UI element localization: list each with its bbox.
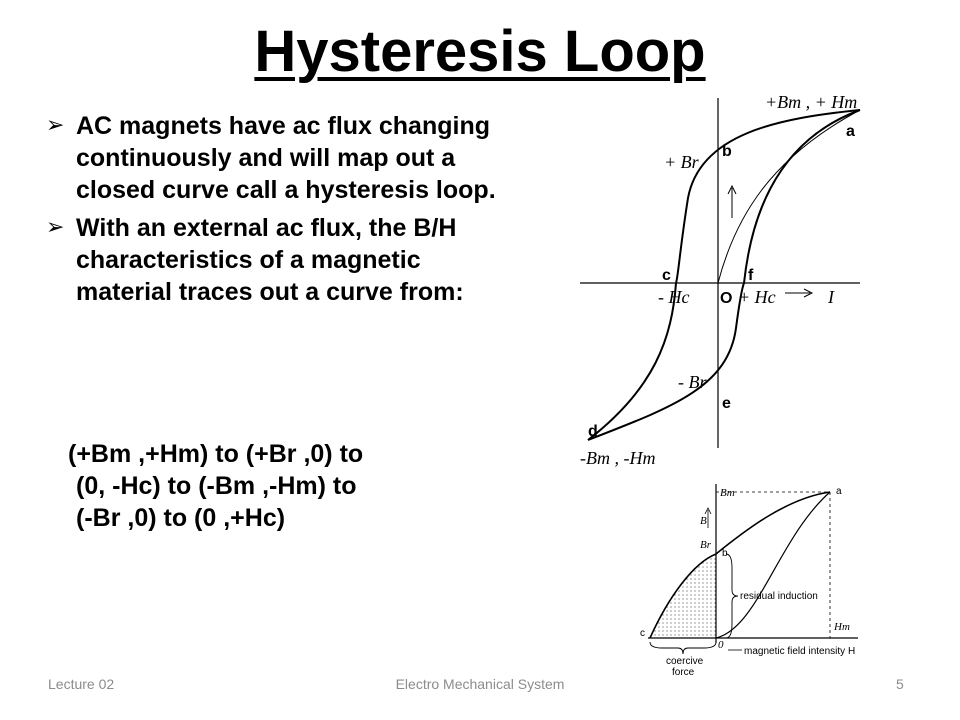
plus-br-label: + Br	[664, 152, 699, 172]
bullet-list	[38, 110, 518, 314]
point-a-label: a	[846, 123, 855, 140]
point-a-label: a	[836, 486, 842, 497]
footer-course: Electro Mechanical System	[395, 676, 565, 692]
coercive-label-line1: coercive	[666, 656, 704, 667]
path-line: (+Bm ,+Hm) to (+Br ,0) to	[68, 440, 364, 468]
bullet-text: With an external ac flux, the B/H characteristics of a magnetic material traces out a curve from:	[76, 214, 464, 306]
hysteresis-loop-figure	[560, 88, 890, 473]
origin-label: 0	[718, 639, 724, 651]
point-b-label: b	[722, 143, 732, 160]
point-e-label: e	[722, 395, 731, 412]
residual-induction-label: residual induction	[740, 591, 818, 602]
point-f-label: f	[748, 267, 754, 284]
b-axis-label: B	[700, 515, 707, 527]
field-intensity-label: magnetic field intensity H	[744, 646, 856, 657]
coercive-label-line2: force	[672, 667, 695, 678]
point-c-label: c	[662, 267, 671, 284]
plus-hc-label: + Hc	[738, 287, 776, 307]
bullet-text: AC magnets have ac flux changing continuously and will map out a closed curve call a hysteresis loop.	[76, 112, 496, 204]
path-line: (-Br ,0) to (0 ,+Hc)	[76, 504, 286, 532]
bottom-left-label: -Bm , -Hm	[580, 448, 656, 468]
slide-title: Hysteresis Loop	[254, 19, 706, 84]
path-line: (0, -Hc) to (-Bm ,-Hm) to	[76, 472, 357, 500]
minus-br-label: - Br	[678, 372, 707, 392]
arrow-bullet-icon: ➢	[46, 215, 65, 240]
residual-induction-figure	[638, 478, 868, 678]
origin-label: O	[720, 290, 733, 307]
top-right-label: +Bm , + Hm	[765, 92, 858, 112]
i-axis-label: I	[828, 287, 834, 307]
shaded-area	[650, 554, 716, 638]
point-d-label: d	[588, 423, 598, 440]
bullet-item	[38, 110, 518, 206]
coercive-brace	[650, 642, 716, 654]
br-label: Br	[700, 539, 711, 551]
point-c-label: c	[640, 628, 645, 639]
footer-page-number: 5	[896, 676, 904, 692]
loop-path-text	[68, 438, 488, 534]
minus-hc-label: - Hc	[658, 287, 690, 307]
footer-lecture: Lecture 02	[48, 676, 115, 692]
hm-label: Hm	[834, 621, 850, 633]
bullet-item	[38, 212, 518, 308]
arrow-bullet-icon: ➢	[46, 113, 65, 138]
bm-label: Bm	[720, 487, 735, 499]
point-b-label: b	[722, 548, 728, 559]
